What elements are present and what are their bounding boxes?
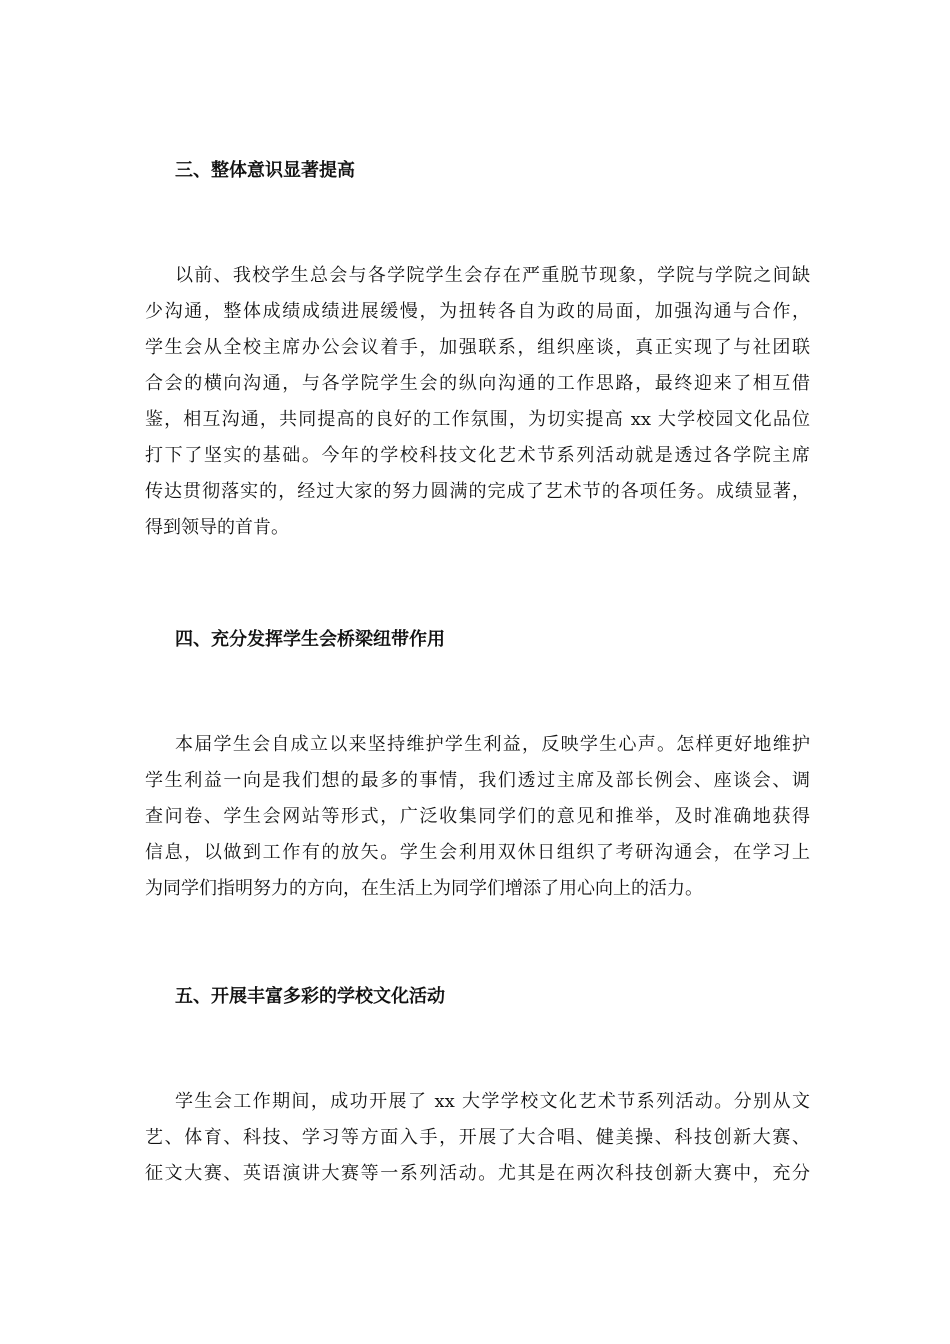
paragraph-line: 得到领导的首肯。 [145, 517, 289, 538]
paragraph-line: 为同学们指明努力的方向，在生活上为同学们增添了用心向上的活力。 [145, 878, 703, 899]
paragraph-line: 学生利益一向是我们想的最多的事情，我们透过主席及部长例会、座谈会、调 [145, 770, 810, 791]
section-paragraph-5 [145, 1084, 810, 1192]
paragraph-line: 查问卷、学生会网站等形式，广泛收集同学们的意见和推举，及时准确地获得 [145, 806, 810, 827]
section-heading-4: 四、充分发挥学生会桥梁纽带作用 [175, 629, 445, 650]
paragraph-line: 少沟通，整体成绩成绩进展缓慢，为扭转各自为政的局面，加强沟通与合作， [145, 301, 810, 322]
paragraph-line: 传达贯彻落实的，经过大家的努力圆满的完成了艺术节的各项任务。成绩显著， [145, 481, 810, 502]
section-heading-3: 三、整体意识显著提高 [175, 160, 355, 181]
paragraph-line: 征文大赛、英语演讲大赛等一系列活动。尤其是在两次科技创新大赛中，充分 [145, 1163, 810, 1184]
paragraph-line: 学生会工作期间，成功开展了 xx 大学学校文化艺术节系列活动。分别从文 [175, 1091, 810, 1112]
paragraph-line: 打下了坚实的基础。今年的学校科技文化艺术节系列活动就是透过各学院主席 [145, 445, 810, 466]
section-paragraph-4 [145, 727, 810, 907]
paragraph-line: 合会的横向沟通，与各学院学生会的纵向沟通的工作思路，最终迎来了相互借 [145, 373, 810, 394]
paragraph-line: 以前、我校学生总会与各学院学生会存在严重脱节现象，学院与学院之间缺 [175, 265, 810, 286]
paragraph-line: 本届学生会自成立以来坚持维护学生利益，反映学生心声。怎样更好地维护 [175, 734, 810, 755]
paragraph-line: 艺、体育、科技、学习等方面入手，开展了大合唱、健美操、科技创新大赛、 [145, 1127, 810, 1148]
section-paragraph-3 [145, 258, 810, 546]
paragraph-line: 信息，以做到工作有的放矢。学生会利用双休日组织了考研沟通会，在学习上 [145, 842, 810, 863]
section-heading-5: 五、开展丰富多彩的学校文化活动 [175, 986, 445, 1007]
paragraph-line: 学生会从全校主席办公会议着手，加强联系，组织座谈，真正实现了与社团联 [145, 337, 810, 358]
paragraph-line: 鉴，相互沟通，共同提高的良好的工作氛围，为切实提高 xx 大学校园文化品位 [145, 409, 810, 430]
